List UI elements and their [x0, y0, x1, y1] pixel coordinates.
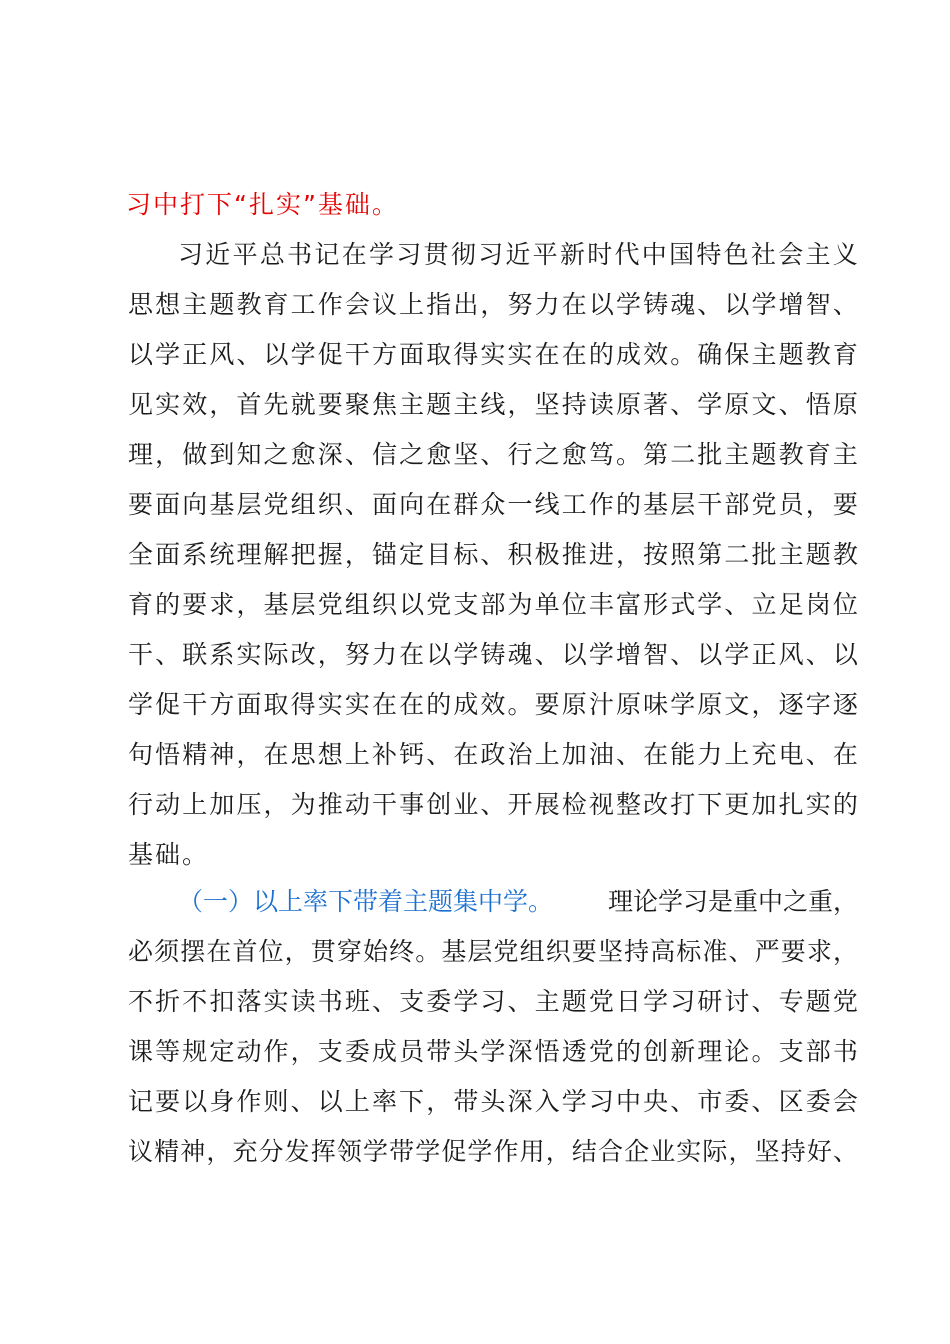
paragraph-line: 见 实 效 ， 首 先 就 要 聚 焦 主 题 主 线 ， 坚 持 读 原 著 、 学 原 文 、 悟 原: [128, 390, 858, 419]
paragraph-line: 必 须 摆 在 首 位 ， 贯 穿 始 终 。 基 层 党 组 织 要 坚 持 高 标 准 、 严 要 求 ，: [128, 937, 858, 966]
carryover-heading: 习中打下“扎实”基础。: [126, 190, 399, 219]
paragraph-line: 要 面 向 基 层 党 组 织 、 面 向 在 群 众 一 线 工 作 的 基 层 干 部 党 员 ， 要: [128, 490, 858, 519]
paragraph-line: 记 要 以 身 作 则 、 以 上 率 下 ， 带 头 深 入 学 习 中 央 、 市 委 、 区 委 会: [128, 1087, 858, 1116]
paragraph-line: 干 、 联 系 实 际 改 ， 努 力 在 以 学 铸 魂 、 以 学 增 智 、 以 学 正 风 、 以: [128, 640, 858, 669]
paragraph-line: 育 的 要 求 ， 基 层 党 组 织 以 党 支 部 为 单 位 丰 富 形 式 学 、 立 足 岗 位: [128, 590, 858, 619]
paragraph-line: 理 ， 做 到 知 之 愈 深 、 信 之 愈 坚 、 行 之 愈 笃 。 第 二 批 主 题 教 育 主: [128, 440, 858, 469]
section-1-first-line-text: 理论学习是重中之重，: [607, 887, 858, 916]
paragraph-line: 学 促 干 方 面 取 得 实 实 在 在 的 成 效 。 要 原 汁 原 味 学 原 文 ， 逐 字 逐: [128, 690, 858, 719]
section-1-heading: （一）以上率下带着主题集中学。: [178, 887, 554, 916]
paragraph-line: 以 学 正 风 、 以 学 促 干 方 面 取 得 实 实 在 在 的 成 效 。 确 保 主 题 教 育: [128, 340, 858, 369]
paragraph-line: 思 想 主 题 教 育 工 作 会 议 上 指 出 ， 努 力 在 以 学 铸 魂 、 以 学 增 智 、: [128, 290, 858, 319]
paragraph-line: 议 精 神 ， 充 分 发 挥 领 学 带 学 促 学 作 用 ， 结 合 企 业 实 际 ， 坚 持 好 、: [128, 1137, 858, 1166]
paragraph-line: 基础。: [128, 840, 210, 869]
paragraph-line: 习 近 平 总 书 记 在 学 习 贯 彻 习 近 平 新 时 代 中 国 特 色 社 会 主 义: [178, 240, 858, 269]
section-1-first-line: [128, 877, 858, 927]
paragraph-line: 全 面 系 统 理 解 把 握 ， 锚 定 目 标 、 积 极 推 进 ， 按 照 第 二 批 主 题 教: [128, 540, 858, 569]
paragraph-line: 不 折 不 扣 落 实 读 书 班 、 支 委 学 习 、 主 题 党 日 学 习 研 讨 、 专 题 党: [128, 987, 858, 1016]
paragraph-line: 课 等 规 定 动 作 ， 支 委 成 员 带 头 学 深 悟 透 党 的 创 新 理 论 。 支 部 书: [128, 1037, 858, 1066]
paragraph-line: 行 动 上 加 压 ， 为 推 动 干 事 创 业 、 开 展 检 视 整 改 打 下 更 加 扎 实 的: [128, 790, 858, 819]
paragraph-line: 句 悟 精 神 ， 在 思 想 上 补 钙 、 在 政 治 上 加 油 、 在 能 力 上 充 电 、 在: [128, 740, 858, 769]
